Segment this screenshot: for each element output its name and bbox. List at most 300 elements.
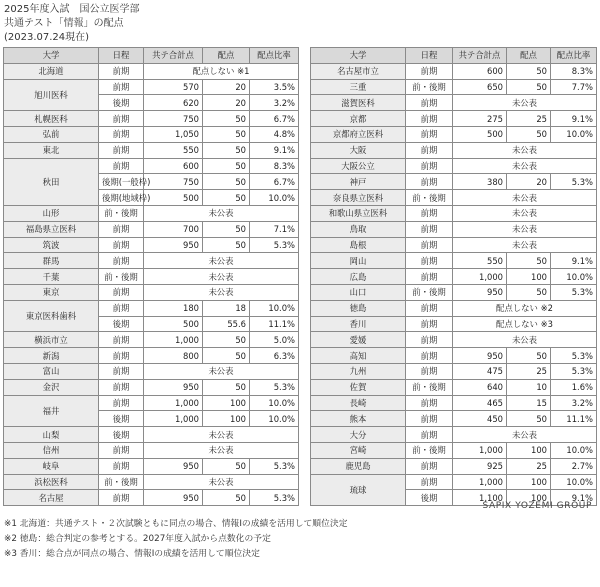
total-score-cell: 1,000 bbox=[144, 332, 203, 348]
schedule-cell: 前期 bbox=[406, 363, 453, 379]
schedule-cell: 前・後期 bbox=[406, 190, 453, 206]
table-row bbox=[311, 158, 597, 174]
allocation-cell: 50 bbox=[203, 174, 250, 190]
schedule-cell: 前期 bbox=[99, 79, 144, 95]
table-row bbox=[4, 395, 299, 411]
col-header-total: 共テ合計点 bbox=[144, 48, 203, 64]
schedule-cell: 前期 bbox=[406, 269, 453, 285]
allocation-cell: 100 bbox=[203, 395, 250, 411]
total-score-cell: 1,000 bbox=[453, 269, 507, 285]
university-name-cell: 旭川医科 bbox=[4, 79, 99, 111]
university-name-cell: 秋田 bbox=[4, 158, 99, 205]
total-score-cell: 600 bbox=[144, 158, 203, 174]
university-name-cell: 福島県立医科 bbox=[4, 221, 99, 237]
university-name-cell: 和歌山県立医科 bbox=[311, 205, 406, 221]
table-row bbox=[311, 269, 597, 285]
footnote: ※1 北海道：共通テスト・２次試験ともに同点の場合、情報Ⅰの成績を活用して順位決定 bbox=[4, 519, 348, 529]
university-name-cell: 大分 bbox=[311, 427, 406, 443]
allocation-cell: 50 bbox=[203, 142, 250, 158]
status-note-cell: 未公表 bbox=[144, 442, 299, 458]
table-row bbox=[311, 205, 597, 221]
university-name-cell: 徳島 bbox=[311, 300, 406, 316]
schedule-cell: 前期 bbox=[406, 205, 453, 221]
schedule-cell: 前期 bbox=[406, 395, 453, 411]
ratio-cell: 9.1% bbox=[551, 490, 597, 506]
table-row bbox=[4, 111, 299, 127]
allocation-cell: 50 bbox=[203, 348, 250, 364]
ratio-cell: 5.3% bbox=[551, 348, 597, 364]
table-row bbox=[311, 174, 597, 190]
university-name-cell: 鹿児島 bbox=[311, 458, 406, 474]
schedule-cell: 前期 bbox=[406, 63, 453, 79]
table-header-row bbox=[311, 48, 597, 64]
table-row bbox=[311, 111, 597, 127]
schedule-cell: 前期 bbox=[99, 63, 144, 79]
status-note-cell: 未公表 bbox=[453, 237, 597, 253]
total-score-cell: 1,050 bbox=[144, 126, 203, 142]
schedule-cell: 前期 bbox=[99, 363, 144, 379]
allocation-cell: 50 bbox=[507, 63, 551, 79]
schedule-cell: 後期 bbox=[99, 316, 144, 332]
total-score-cell: 550 bbox=[144, 142, 203, 158]
total-score-cell: 950 bbox=[453, 284, 507, 300]
allocation-cell: 10 bbox=[507, 379, 551, 395]
allocation-cell: 55.6 bbox=[203, 316, 250, 332]
allocation-cell: 100 bbox=[507, 474, 551, 490]
table-row bbox=[311, 142, 597, 158]
schedule-cell: 前期 bbox=[406, 126, 453, 142]
university-name-cell: 三重 bbox=[311, 79, 406, 95]
table-row bbox=[311, 79, 597, 95]
total-score-cell: 1,100 bbox=[453, 490, 507, 506]
status-note-cell: 配点しない ※3 bbox=[453, 316, 597, 332]
schedule-cell: 前・後期 bbox=[406, 79, 453, 95]
col-header-allocation: 配点 bbox=[203, 48, 250, 64]
status-note-cell: 未公表 bbox=[144, 269, 299, 285]
university-name-cell: 富山 bbox=[4, 363, 99, 379]
ratio-cell: 1.6% bbox=[551, 379, 597, 395]
ratio-cell: 10.0% bbox=[250, 300, 299, 316]
allocation-cell: 50 bbox=[203, 237, 250, 253]
schedule-cell: 後期(一般枠) bbox=[99, 174, 144, 190]
schedule-cell: 後期(地域枠) bbox=[99, 190, 144, 206]
allocation-cell: 50 bbox=[203, 190, 250, 206]
schedule-cell: 前・後期 bbox=[406, 284, 453, 300]
allocation-cell: 50 bbox=[203, 126, 250, 142]
schedule-cell: 前期 bbox=[99, 490, 144, 506]
university-name-cell: 浜松医科 bbox=[4, 474, 99, 490]
schedule-cell: 前期 bbox=[406, 158, 453, 174]
table-row bbox=[311, 411, 597, 427]
university-name-cell: 香川 bbox=[311, 316, 406, 332]
schedule-cell: 前期 bbox=[99, 111, 144, 127]
university-name-cell: 奈良県立医科 bbox=[311, 190, 406, 206]
university-name-cell: 札幌医科 bbox=[4, 111, 99, 127]
university-name-cell: 高知 bbox=[311, 348, 406, 364]
university-name-cell: 千葉 bbox=[4, 269, 99, 285]
allocation-cell: 100 bbox=[507, 442, 551, 458]
schedule-cell: 前期 bbox=[406, 474, 453, 490]
university-name-cell: 山口 bbox=[311, 284, 406, 300]
allocation-cell: 50 bbox=[507, 253, 551, 269]
ratio-cell: 7.7% bbox=[551, 79, 597, 95]
total-score-cell: 1,000 bbox=[453, 442, 507, 458]
ratio-cell: 3.2% bbox=[250, 95, 299, 111]
university-name-cell: 九州 bbox=[311, 363, 406, 379]
ratio-cell: 10.0% bbox=[250, 411, 299, 427]
table-row bbox=[4, 474, 299, 490]
ratio-cell: 2.7% bbox=[551, 458, 597, 474]
total-score-cell: 620 bbox=[144, 95, 203, 111]
table-row bbox=[311, 395, 597, 411]
status-note-cell: 未公表 bbox=[453, 221, 597, 237]
table-row bbox=[311, 95, 597, 111]
ratio-cell: 3.2% bbox=[551, 395, 597, 411]
table-row bbox=[311, 332, 597, 348]
ratio-cell: 10.0% bbox=[250, 395, 299, 411]
table-row bbox=[4, 300, 299, 316]
ratio-cell: 5.3% bbox=[551, 363, 597, 379]
university-name-cell: 大阪 bbox=[311, 142, 406, 158]
table-row bbox=[311, 363, 597, 379]
ratio-cell: 6.7% bbox=[250, 111, 299, 127]
university-name-cell: 琉球 bbox=[311, 474, 406, 506]
schedule-cell: 前期 bbox=[99, 158, 144, 174]
schedule-cell: 後期 bbox=[99, 95, 144, 111]
table-row bbox=[4, 490, 299, 506]
col-header-schedule: 日程 bbox=[406, 48, 453, 64]
total-score-cell: 600 bbox=[453, 63, 507, 79]
table-row bbox=[4, 158, 299, 174]
schedule-cell: 前期 bbox=[99, 221, 144, 237]
schedule-cell: 前期 bbox=[406, 316, 453, 332]
table-header-row bbox=[4, 48, 299, 64]
schedule-cell: 前期 bbox=[99, 126, 144, 142]
ratio-cell: 5.3% bbox=[250, 379, 299, 395]
total-score-cell: 950 bbox=[453, 348, 507, 364]
total-score-cell: 800 bbox=[144, 348, 203, 364]
total-score-cell: 500 bbox=[144, 190, 203, 206]
allocation-cell: 50 bbox=[507, 79, 551, 95]
ratio-cell: 3.5% bbox=[250, 79, 299, 95]
allocation-cell: 25 bbox=[507, 363, 551, 379]
schedule-cell: 前期 bbox=[406, 111, 453, 127]
allocation-cell: 20 bbox=[203, 79, 250, 95]
schedule-cell: 前期 bbox=[406, 411, 453, 427]
schedule-cell: 前期 bbox=[99, 442, 144, 458]
university-name-cell: 東北 bbox=[4, 142, 99, 158]
ratio-cell: 6.3% bbox=[250, 348, 299, 364]
university-name-cell: 大阪公立 bbox=[311, 158, 406, 174]
total-score-cell: 450 bbox=[453, 411, 507, 427]
ratio-cell: 8.3% bbox=[250, 158, 299, 174]
table-row bbox=[4, 142, 299, 158]
university-name-cell: 名古屋市立 bbox=[311, 63, 406, 79]
allocation-cell: 15 bbox=[507, 395, 551, 411]
table-row bbox=[311, 126, 597, 142]
total-score-cell: 950 bbox=[144, 379, 203, 395]
brand-logo-text: SAPIX YOZEMI GROUP bbox=[482, 501, 592, 511]
table-row bbox=[311, 63, 597, 79]
university-name-cell: 横浜市立 bbox=[4, 332, 99, 348]
university-name-cell: 熊本 bbox=[311, 411, 406, 427]
ratio-cell: 7.1% bbox=[250, 221, 299, 237]
table-row bbox=[311, 237, 597, 253]
status-note-cell: 未公表 bbox=[453, 142, 597, 158]
total-score-cell: 1,000 bbox=[144, 411, 203, 427]
col-header-university: 大学 bbox=[311, 48, 406, 64]
allocation-cell: 25 bbox=[507, 458, 551, 474]
table-row bbox=[311, 379, 597, 395]
university-name-cell: 京都府立医科 bbox=[311, 126, 406, 142]
allocation-cell: 50 bbox=[203, 458, 250, 474]
schedule-cell: 前期 bbox=[99, 332, 144, 348]
allocation-cell: 100 bbox=[203, 411, 250, 427]
schedule-cell: 前期 bbox=[406, 142, 453, 158]
university-name-cell: 岐阜 bbox=[4, 458, 99, 474]
col-header-allocation: 配点 bbox=[507, 48, 551, 64]
table-row bbox=[311, 458, 597, 474]
table-row bbox=[311, 300, 597, 316]
university-name-cell: 名古屋 bbox=[4, 490, 99, 506]
table-row bbox=[4, 79, 299, 95]
table-row bbox=[4, 221, 299, 237]
table-row bbox=[4, 379, 299, 395]
schedule-cell: 前期 bbox=[99, 300, 144, 316]
university-name-cell: 筑波 bbox=[4, 237, 99, 253]
total-score-cell: 650 bbox=[453, 79, 507, 95]
total-score-cell: 500 bbox=[144, 316, 203, 332]
schedule-cell: 前期 bbox=[406, 458, 453, 474]
allocation-cell: 25 bbox=[507, 111, 551, 127]
status-note-cell: 未公表 bbox=[144, 284, 299, 300]
table-row bbox=[311, 442, 597, 458]
allocation-cell: 50 bbox=[203, 332, 250, 348]
ratio-cell: 8.3% bbox=[551, 63, 597, 79]
schedule-cell: 前・後期 bbox=[99, 269, 144, 285]
university-name-cell: 佐賀 bbox=[311, 379, 406, 395]
ratio-cell: 9.1% bbox=[551, 111, 597, 127]
university-name-cell: 新潟 bbox=[4, 348, 99, 364]
schedule-cell: 前期 bbox=[406, 174, 453, 190]
university-name-cell: 岡山 bbox=[311, 253, 406, 269]
university-name-cell: 京都 bbox=[311, 111, 406, 127]
ratio-cell: 11.1% bbox=[250, 316, 299, 332]
university-name-cell: 山梨 bbox=[4, 427, 99, 443]
total-score-cell: 380 bbox=[453, 174, 507, 190]
total-score-cell: 750 bbox=[144, 174, 203, 190]
total-score-cell: 1,000 bbox=[453, 474, 507, 490]
footnote: ※2 徳島：総合判定の参考とする。2027年度入試から点数化の予定 bbox=[4, 534, 271, 544]
allocation-cell: 50 bbox=[203, 158, 250, 174]
university-name-cell: 島根 bbox=[311, 237, 406, 253]
allocation-cell: 50 bbox=[203, 379, 250, 395]
table-row bbox=[4, 427, 299, 443]
total-score-cell: 950 bbox=[144, 458, 203, 474]
schedule-cell: 前期 bbox=[406, 237, 453, 253]
schedule-cell: 後期 bbox=[99, 427, 144, 443]
col-header-ratio: 配点比率 bbox=[551, 48, 597, 64]
schedule-cell: 前・後期 bbox=[99, 474, 144, 490]
university-name-cell: 信州 bbox=[4, 442, 99, 458]
university-name-cell: 鳥取 bbox=[311, 221, 406, 237]
allocation-cell: 50 bbox=[507, 411, 551, 427]
table-row bbox=[4, 253, 299, 269]
ratio-cell: 10.0% bbox=[551, 269, 597, 285]
status-note-cell: 未公表 bbox=[453, 158, 597, 174]
total-score-cell: 925 bbox=[453, 458, 507, 474]
table-row bbox=[4, 332, 299, 348]
status-note-cell: 未公表 bbox=[144, 363, 299, 379]
allocation-cell: 50 bbox=[507, 126, 551, 142]
total-score-cell: 275 bbox=[453, 111, 507, 127]
col-header-ratio: 配点比率 bbox=[250, 48, 299, 64]
schedule-cell: 前期 bbox=[99, 458, 144, 474]
schedule-cell: 前期 bbox=[406, 253, 453, 269]
table-row bbox=[4, 237, 299, 253]
schedule-cell: 後期 bbox=[99, 411, 144, 427]
ratio-cell: 10.0% bbox=[551, 442, 597, 458]
table-row bbox=[311, 284, 597, 300]
left-allocation-table bbox=[3, 47, 299, 506]
ratio-cell: 9.1% bbox=[250, 142, 299, 158]
status-note-cell: 未公表 bbox=[453, 205, 597, 221]
status-note-cell: 未公表 bbox=[453, 190, 597, 206]
university-name-cell: 北海道 bbox=[4, 63, 99, 79]
table-row bbox=[311, 348, 597, 364]
allocation-cell: 100 bbox=[507, 269, 551, 285]
table-row bbox=[4, 348, 299, 364]
col-header-university: 大学 bbox=[4, 48, 99, 64]
header-title: 2025年度入試 国公立医学部 bbox=[4, 4, 140, 15]
schedule-cell: 前・後期 bbox=[99, 205, 144, 221]
schedule-cell: 前期 bbox=[406, 300, 453, 316]
table-row bbox=[311, 474, 597, 490]
schedule-cell: 前期 bbox=[99, 237, 144, 253]
table-row bbox=[4, 205, 299, 221]
university-name-cell: 弘前 bbox=[4, 126, 99, 142]
schedule-cell: 前期 bbox=[406, 95, 453, 111]
schedule-cell: 前期 bbox=[99, 348, 144, 364]
status-note-cell: 未公表 bbox=[144, 253, 299, 269]
allocation-cell: 50 bbox=[203, 111, 250, 127]
allocation-cell: 18 bbox=[203, 300, 250, 316]
university-name-cell: 滋賀医科 bbox=[311, 95, 406, 111]
table-row bbox=[4, 284, 299, 300]
total-score-cell: 465 bbox=[453, 395, 507, 411]
status-note-cell: 未公表 bbox=[144, 474, 299, 490]
university-name-cell: 東京医科歯科 bbox=[4, 300, 99, 332]
university-name-cell: 群馬 bbox=[4, 253, 99, 269]
schedule-cell: 前期 bbox=[406, 221, 453, 237]
table-row bbox=[311, 221, 597, 237]
allocation-cell: 50 bbox=[507, 348, 551, 364]
table-row bbox=[4, 126, 299, 142]
schedule-cell: 前期 bbox=[99, 284, 144, 300]
ratio-cell: 5.0% bbox=[250, 332, 299, 348]
schedule-cell: 前期 bbox=[406, 348, 453, 364]
schedule-cell: 後期 bbox=[406, 490, 453, 506]
total-score-cell: 750 bbox=[144, 111, 203, 127]
university-name-cell: 愛媛 bbox=[311, 332, 406, 348]
university-name-cell: 神戸 bbox=[311, 174, 406, 190]
schedule-cell: 前期 bbox=[406, 332, 453, 348]
ratio-cell: 10.0% bbox=[551, 474, 597, 490]
allocation-cell: 50 bbox=[203, 221, 250, 237]
ratio-cell: 4.8% bbox=[250, 126, 299, 142]
schedule-cell: 前・後期 bbox=[406, 442, 453, 458]
university-name-cell: 金沢 bbox=[4, 379, 99, 395]
allocation-cell: 100 bbox=[507, 490, 551, 506]
ratio-cell: 9.1% bbox=[551, 253, 597, 269]
ratio-cell: 5.3% bbox=[250, 458, 299, 474]
status-note-cell: 未公表 bbox=[453, 95, 597, 111]
schedule-cell: 前期 bbox=[406, 427, 453, 443]
ratio-cell: 11.1% bbox=[551, 411, 597, 427]
table-row bbox=[4, 442, 299, 458]
status-note-cell: 配点しない ※1 bbox=[144, 63, 299, 79]
ratio-cell: 6.7% bbox=[250, 174, 299, 190]
footnotes bbox=[4, 517, 348, 562]
ratio-cell: 5.3% bbox=[551, 284, 597, 300]
schedule-cell: 前期 bbox=[99, 395, 144, 411]
table-row bbox=[4, 363, 299, 379]
status-note-cell: 未公表 bbox=[144, 205, 299, 221]
ratio-cell: 10.0% bbox=[250, 190, 299, 206]
table-row bbox=[4, 269, 299, 285]
header-date: (2023.07.24現在) bbox=[4, 32, 90, 43]
schedule-cell: 前期 bbox=[99, 142, 144, 158]
total-score-cell: 640 bbox=[453, 379, 507, 395]
table-row bbox=[4, 458, 299, 474]
footnote: ※3 香川：総合点が同点の場合、情報Ⅰの成績を活用して順位決定 bbox=[4, 549, 260, 559]
total-score-cell: 475 bbox=[453, 363, 507, 379]
total-score-cell: 700 bbox=[144, 221, 203, 237]
allocation-cell: 50 bbox=[203, 490, 250, 506]
total-score-cell: 180 bbox=[144, 300, 203, 316]
university-name-cell: 宮崎 bbox=[311, 442, 406, 458]
total-score-cell: 500 bbox=[453, 126, 507, 142]
ratio-cell: 10.0% bbox=[551, 126, 597, 142]
ratio-cell: 5.3% bbox=[250, 237, 299, 253]
schedule-cell: 前期 bbox=[99, 253, 144, 269]
allocation-cell: 20 bbox=[203, 95, 250, 111]
total-score-cell: 950 bbox=[144, 490, 203, 506]
status-note-cell: 未公表 bbox=[453, 332, 597, 348]
table-row bbox=[311, 190, 597, 206]
total-score-cell: 570 bbox=[144, 79, 203, 95]
status-note-cell: 未公表 bbox=[144, 427, 299, 443]
header-subtitle: 共通テスト「情報」の配点 bbox=[4, 18, 124, 29]
university-name-cell: 広島 bbox=[311, 269, 406, 285]
table-row bbox=[311, 253, 597, 269]
right-allocation-table bbox=[310, 47, 597, 506]
allocation-cell: 20 bbox=[507, 174, 551, 190]
university-name-cell: 東京 bbox=[4, 284, 99, 300]
university-name-cell: 山形 bbox=[4, 205, 99, 221]
table-row bbox=[4, 63, 299, 79]
status-note-cell: 未公表 bbox=[453, 427, 597, 443]
col-header-total: 共テ合計点 bbox=[453, 48, 507, 64]
university-name-cell: 長崎 bbox=[311, 395, 406, 411]
status-note-cell: 配点しない ※2 bbox=[453, 300, 597, 316]
table-row bbox=[311, 427, 597, 443]
total-score-cell: 1,000 bbox=[144, 395, 203, 411]
allocation-cell: 50 bbox=[507, 284, 551, 300]
col-header-schedule: 日程 bbox=[99, 48, 144, 64]
ratio-cell: 5.3% bbox=[551, 174, 597, 190]
total-score-cell: 550 bbox=[453, 253, 507, 269]
